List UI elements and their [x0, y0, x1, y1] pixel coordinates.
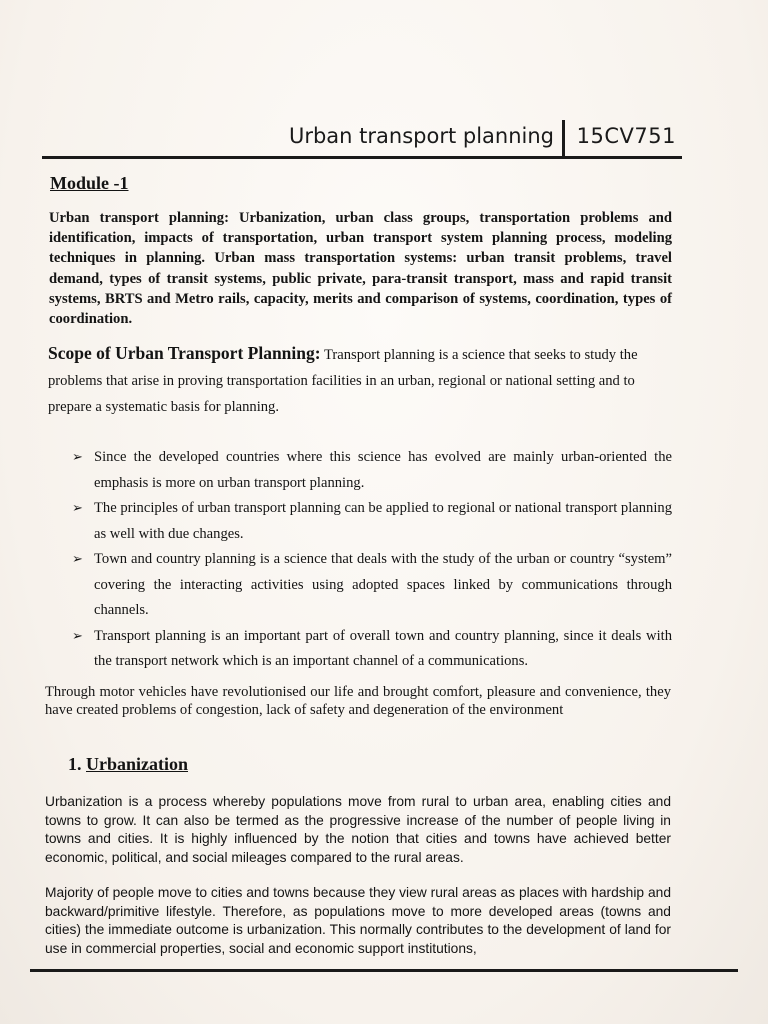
list-item [72, 445, 672, 496]
arrowhead-bullet-icon: ➢ [72, 501, 83, 516]
course-code: 15CV751 [576, 124, 676, 148]
scope-text: Transport planning is a science that seeks to study the problems that arise in proving transportation facilities in an urban, regional or national setting and to prepare a systematic basis for planning. [48, 347, 638, 415]
list-item [72, 624, 672, 675]
arrowhead-bullet-icon: ➢ [72, 450, 83, 465]
bullet-text: Town and country planning is a science that deals with the study of the urban or country “system” covering the interacting activities using adopted spaces linked by communications through channels. [94, 551, 672, 618]
module-heading: Module -1 [50, 173, 129, 193]
arrowhead-bullet-icon: ➢ [72, 552, 83, 567]
arrowhead-bullet-icon: ➢ [72, 628, 83, 644]
footer-rule [30, 969, 738, 972]
section-title: Urbanization [86, 754, 189, 774]
closing-paragraph: Through motor vehicles have revolutionised our life and brought comfort, pleasure and convenience, they have created problems of congestion, lack of safety and degeneration of the environment [45, 684, 671, 718]
bullet-list [72, 445, 672, 675]
scope-paragraph [48, 340, 674, 420]
syllabus-paragraph: Urban transport planning: Urbanization, urban class groups, transportation problems and identification, impacts of transportation, urban transport system planning process, modeling techniques in planning. Urban mass transportation systems: urban transit problems, travel demand, types of transit systems, public private, para-transit transport, mass and rapid transit systems, BRTS and Metro rails, capacity, merits and comparison of systems, coordination, types of coordination. [49, 210, 672, 328]
bullet-text: Since the developed countries where this science has evolved are mainly urban-oriented the emphasis is more on urban transport planning. [94, 449, 672, 491]
bullet-text: Transport planning is an important part of overall town and country planning, since it deals with the transport network which is an important channel of a communications. [94, 627, 672, 669]
section-heading [68, 754, 188, 775]
header-title: Urban transport planning [288, 124, 554, 148]
section-number: 1. [68, 754, 82, 774]
page-header [42, 120, 682, 159]
list-item [72, 496, 672, 547]
bullet-text: The principles of urban transport planning can be applied to regional or national transport planning as well with due changes. [94, 500, 672, 542]
scope-label: Scope of Urban Transport Planning: [48, 343, 321, 363]
urbanization-paragraph-2: Majority of people move to cities and towns because they view rural areas as places with hardship and backward/primitive lifestyle. Therefore, as populations move to more developed areas (towns and cities) the immediate outcome is urbanization. This normally contributes to the development of land for use in commercial properties, social and economic support institutions, [45, 885, 671, 956]
header-separator [562, 120, 565, 156]
list-item [72, 547, 672, 624]
urbanization-paragraph-1: Urbanization is a process whereby populations move from rural to urban area, enabling cities and towns to grow. It can also be termed as the progressive increase of the number of people living in towns and cities. It is highly influenced by the notion that cities and towns have achieved better economic, political, and social mileages compared to the rural areas. [45, 794, 671, 865]
